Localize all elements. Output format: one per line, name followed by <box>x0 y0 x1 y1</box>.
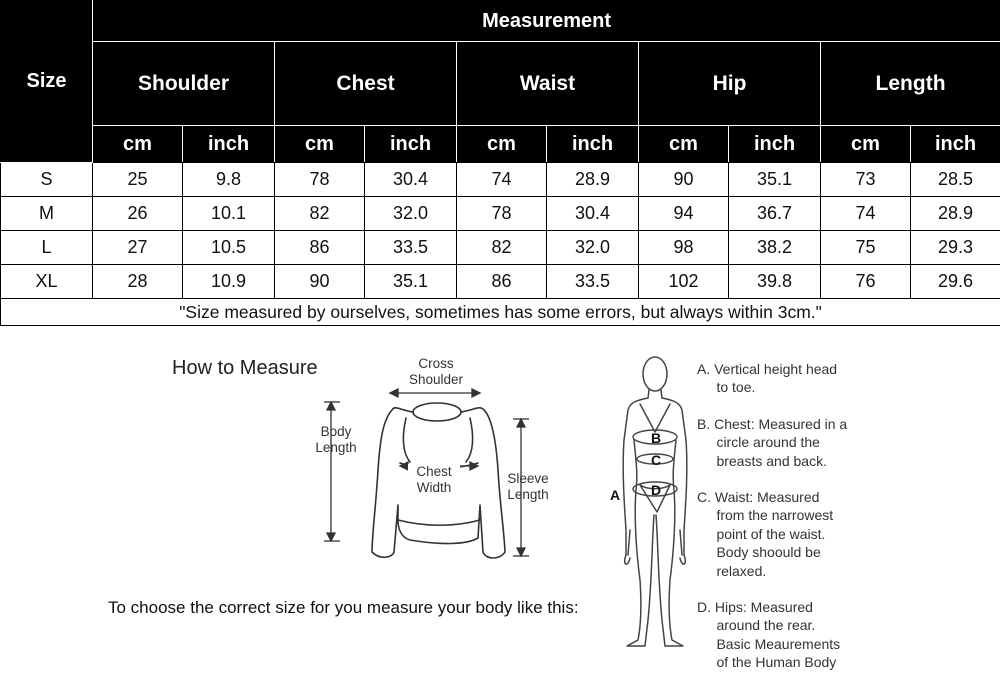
note-d: D. Hips: Measured around the rear. Basic Meaurements of the Human Body <box>697 599 841 671</box>
measurement-header: Measurement <box>93 1 1000 42</box>
hip-header: Hip <box>639 42 821 126</box>
chest-header: Chest <box>275 42 457 126</box>
value-cell: 32.0 <box>547 231 639 265</box>
value-cell: 73 <box>821 163 911 197</box>
value-cell: 32.0 <box>365 197 457 231</box>
value-cell: 35.1 <box>729 163 821 197</box>
value-cell: 27 <box>93 231 183 265</box>
value-cell: 86 <box>457 265 547 299</box>
unit-cm-header: cm <box>821 126 911 163</box>
value-cell: 90 <box>275 265 365 299</box>
note-b: B. Chest: Measured in a circle around the breasts and back. <box>697 415 848 469</box>
size-cell: XL <box>1 265 93 299</box>
value-cell: 76 <box>821 265 911 299</box>
measurement-notes <box>697 360 997 672</box>
unit-inch-header: inch <box>547 126 639 163</box>
size-cell: S <box>1 163 93 197</box>
unit-inch-header: inch <box>183 126 275 163</box>
value-cell: 33.5 <box>365 231 457 265</box>
chest-width-label: Chest Width <box>408 464 460 496</box>
shoulder-header: Shoulder <box>93 42 275 126</box>
value-cell: 78 <box>457 197 547 231</box>
unit-cm-header: cm <box>639 126 729 163</box>
size-header: Size <box>1 1 93 163</box>
size-note: "Size measured by ourselves, sometimes has some errors, but always within 3cm." <box>1 299 1000 326</box>
letter-c: C <box>651 452 662 468</box>
instruction-text: To choose the correct size for you measure your body like this: <box>108 598 579 617</box>
value-cell: 28.5 <box>911 163 1000 197</box>
value-cell: 10.9 <box>183 265 275 299</box>
value-cell: 30.4 <box>547 197 639 231</box>
size-cell: L <box>1 231 93 265</box>
unit-inch-header: inch <box>365 126 457 163</box>
value-cell: 28.9 <box>547 163 639 197</box>
sleeve-length-label: Sleeve Length <box>507 471 549 502</box>
value-cell: 98 <box>639 231 729 265</box>
note-c: C. Waist: Measured from the narrowest point of the waist. Body shoould be relaxed. <box>697 489 834 579</box>
value-cell: 29.6 <box>911 265 1000 299</box>
value-cell: 38.2 <box>729 231 821 265</box>
value-cell: 94 <box>639 197 729 231</box>
value-cell: 75 <box>821 231 911 265</box>
value-cell: 9.8 <box>183 163 275 197</box>
value-cell: 82 <box>275 197 365 231</box>
value-cell: 10.5 <box>183 231 275 265</box>
value-cell: 28 <box>93 265 183 299</box>
value-cell: 74 <box>821 197 911 231</box>
unit-cm-header: cm <box>93 126 183 163</box>
value-cell: 82 <box>457 231 547 265</box>
value-cell: 10.1 <box>183 197 275 231</box>
value-cell: 78 <box>275 163 365 197</box>
how-to-measure-title: How to Measure <box>172 357 318 379</box>
value-cell: 30.4 <box>365 163 457 197</box>
value-cell: 28.9 <box>911 197 1000 231</box>
body-length-label: Body Length <box>315 424 357 455</box>
value-cell: 26 <box>93 197 183 231</box>
value-cell: 102 <box>639 265 729 299</box>
value-cell: 35.1 <box>365 265 457 299</box>
length-header: Length <box>821 42 1000 126</box>
figure-head <box>643 357 667 391</box>
unit-cm-header: cm <box>275 126 365 163</box>
letter-a: A <box>610 487 621 503</box>
value-cell: 90 <box>639 163 729 197</box>
unit-cm-header: cm <box>457 126 547 163</box>
value-cell: 39.8 <box>729 265 821 299</box>
value-cell: 25 <box>93 163 183 197</box>
letter-b: B <box>651 430 662 446</box>
value-cell: 33.5 <box>547 265 639 299</box>
waist-header: Waist <box>457 42 639 126</box>
value-cell: 86 <box>275 231 365 265</box>
unit-inch-header: inch <box>911 126 1000 163</box>
note-a: A. Vertical height head to toe. <box>697 361 838 396</box>
size-cell: M <box>1 197 93 231</box>
cross-shoulder-label: Cross Shoulder <box>408 356 464 387</box>
value-cell: 29.3 <box>911 231 1000 265</box>
value-cell: 74 <box>457 163 547 197</box>
value-cell: 36.7 <box>729 197 821 231</box>
unit-inch-header: inch <box>729 126 821 163</box>
letter-d: D <box>651 482 662 498</box>
